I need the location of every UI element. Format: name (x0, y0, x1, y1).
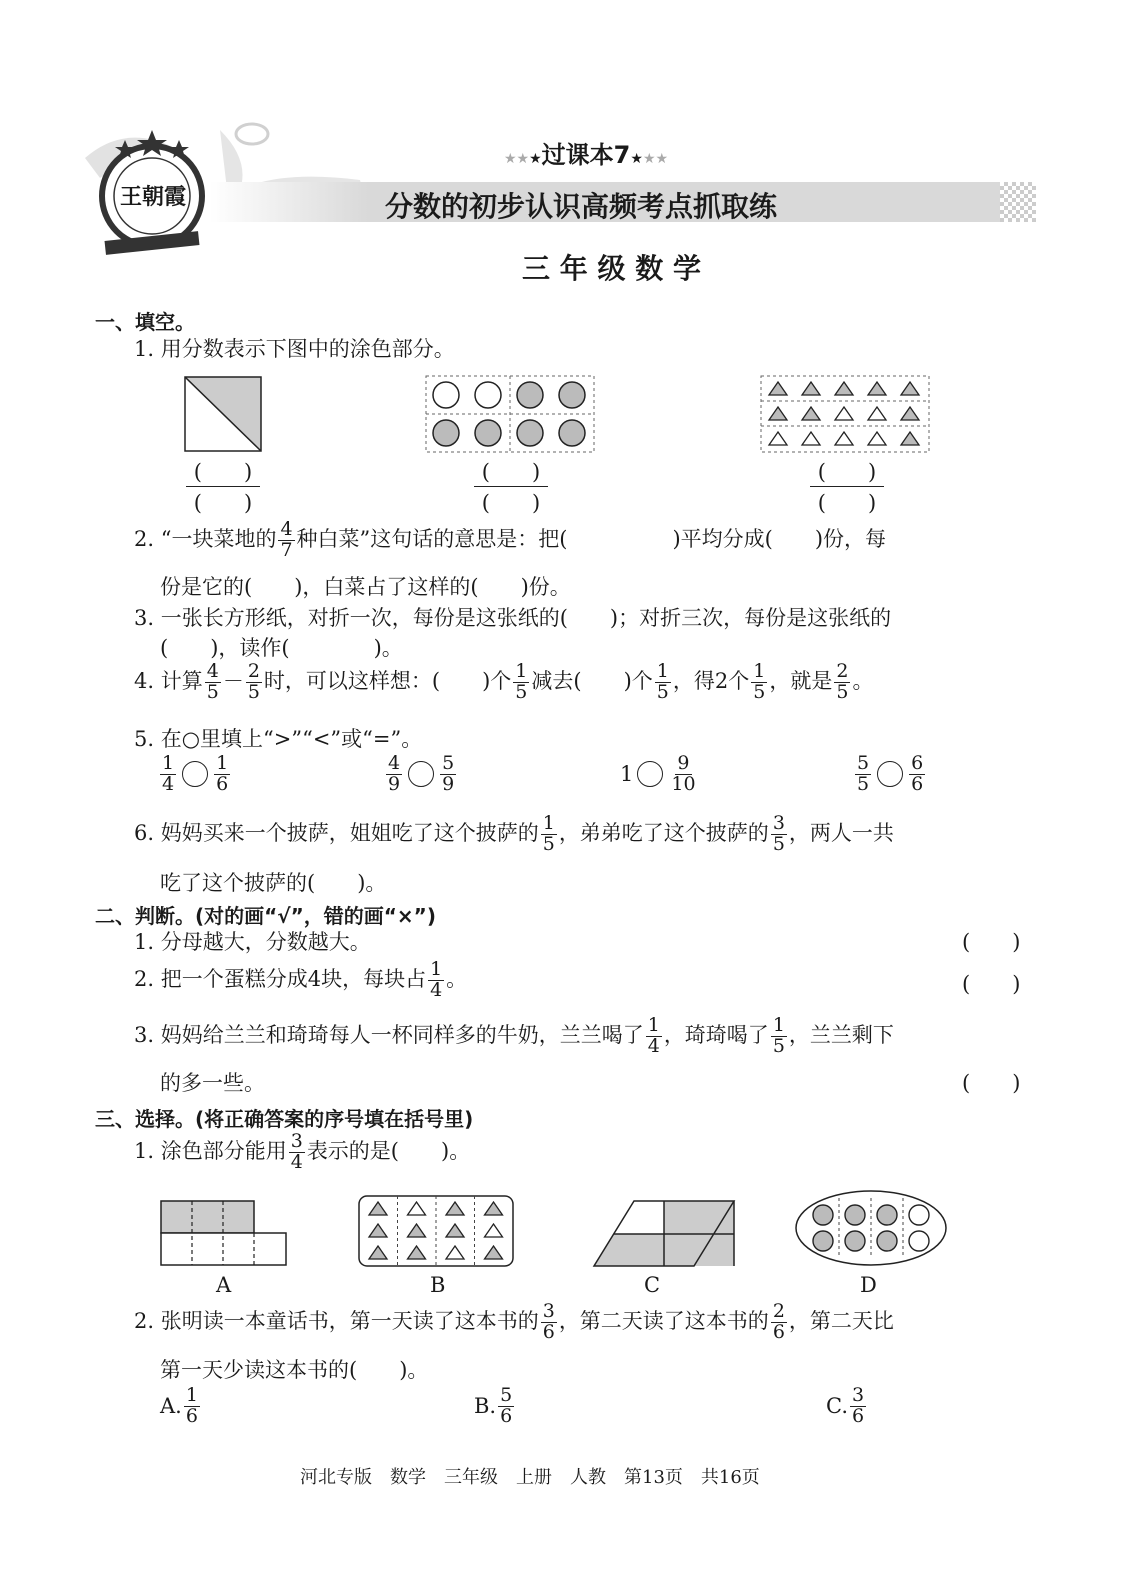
triangle-mark (802, 432, 820, 445)
choice-option-b[interactable]: B. $\frac{5}{6}$ (474, 1384, 513, 1427)
star-icon: ★ (529, 151, 542, 167)
triangle-mark (485, 1246, 503, 1259)
compare-circle (408, 761, 434, 787)
option-label-d: D (860, 1273, 877, 1297)
option-label-c: C (644, 1273, 661, 1297)
circle-mark (433, 420, 459, 446)
circle-mark (475, 382, 501, 408)
triangle-mark (446, 1224, 464, 1237)
triangle-mark (802, 382, 820, 395)
answer-blank[interactable]: ( ) ( ) (474, 456, 548, 517)
triangle-mark (769, 382, 787, 395)
choice-option-c[interactable]: C. $\frac{3}{6}$ (826, 1384, 865, 1427)
circle-mark (877, 1231, 897, 1251)
option-figure-c[interactable] (594, 1200, 734, 1268)
circle-mark (517, 420, 543, 446)
triangle-mark (485, 1224, 503, 1237)
question-1-3-cont: ( )，读作( )。 (160, 636, 403, 660)
section3-heading: 三、选择。(将正确答案的序号填在括号里) (95, 1107, 474, 1131)
section1-heading: 一、填空。 (95, 310, 195, 334)
triangle-mark (408, 1202, 426, 1215)
question-2-3-cont: 的多一些。 (160, 1071, 265, 1095)
figure-circles (425, 375, 595, 453)
fraction: $\frac{4}{7}$ (280, 518, 293, 561)
triangle-mark (868, 382, 886, 395)
triangle-mark (835, 382, 853, 395)
page-footer: 河北专版 数学 三年级 上册 人教 第13页 共16页 (300, 1467, 760, 1488)
logo (95, 128, 210, 258)
star-icon: ★★ (642, 151, 669, 167)
circle-mark (813, 1231, 833, 1251)
question-1-6-cont: 吃了这个披萨的( )。 (160, 871, 387, 895)
question-3-2: 2. 张明读一本童话书，第一天读了这本书的 $\frac{3}{6}$ ，第二天读了这本书的 $\frac{2}{6}$ ，第二天比 (134, 1300, 894, 1343)
triangle-mark (901, 407, 919, 420)
circle-mark (517, 382, 543, 408)
triangle-mark (369, 1246, 387, 1259)
question-2-3: 3. 妈妈给兰兰和琦琦每人一杯同样多的牛奶，兰兰喝了 $\frac{1}{4}$ ，琦琦喝了 $\frac{1}{5}$ ，兰兰剩下 (134, 1014, 894, 1057)
question-1-2-cont: 份是它的( )，白菜占了这样的( )份。 (160, 575, 571, 599)
triangle-mark (868, 432, 886, 445)
subject-title: 三 年 级 数 学 (522, 252, 701, 285)
triangle-mark (369, 1224, 387, 1237)
triangle-mark (446, 1202, 464, 1215)
circle-mark (559, 420, 585, 446)
triangle-mark (369, 1202, 387, 1215)
section2-heading: 二、判断。(对的画“√”，错的画“×”) (95, 904, 436, 928)
compare-circle (877, 761, 903, 787)
question-1-5: 5. 在○里填上“>”“<”或“=”。 (134, 727, 423, 751)
compare-item[interactable]: 1 $\frac{9}{10}$ (620, 752, 696, 795)
question-1-1: 1. 用分数表示下图中的涂色部分。 (134, 337, 455, 361)
question-2-1: 1. 分母越大，分数越大。 (134, 930, 371, 954)
circle-mark (475, 420, 501, 446)
circle-mark (433, 382, 459, 408)
circle-mark (909, 1205, 929, 1225)
triangle-mark (408, 1246, 426, 1259)
choice-option-a[interactable]: A. $\frac{1}{6}$ (160, 1384, 198, 1427)
question-3-2-cont: 第一天少读这本书的( )。 (160, 1358, 429, 1382)
answer-blank[interactable]: ( ) (962, 930, 1021, 954)
triangle-mark (769, 432, 787, 445)
compare-circle (182, 761, 208, 787)
compare-item[interactable]: $\frac{1}{4}$ $\frac{1}{6}$ (162, 752, 229, 795)
circle-mark (877, 1205, 897, 1225)
banner-title: 分数的初步认识高频考点抓取练 (385, 190, 778, 223)
question-1-2: 2. “一块菜地的 $\frac{4}{7}$ 种白菜”这句话的意思是：把( )平均分成( )份，每 (134, 518, 887, 561)
logo-text: 王朝霞 (119, 184, 186, 210)
triangle-mark (769, 407, 787, 420)
series-title: ★★★过课本7★★★ (504, 141, 669, 169)
option-figure-a[interactable] (160, 1200, 288, 1268)
option-figure-d[interactable] (795, 1190, 947, 1266)
triangle-mark (901, 432, 919, 445)
question-2-2: 2. 把一个蛋糕分成4块，每块占 $\frac{1}{4}$ 。 (134, 958, 468, 1001)
circle-mark (813, 1205, 833, 1225)
option-label-a: A (216, 1273, 232, 1297)
triangle-mark (802, 407, 820, 420)
figure-square-diagonal (184, 376, 262, 452)
circle-mark (909, 1231, 929, 1251)
answer-blank[interactable]: ( ) ( ) (810, 456, 884, 517)
circle-mark (845, 1205, 865, 1225)
question-1-4: 4. 计算 $\frac{4}{5}$ － $\frac{2}{5}$ 时，可以这样想：( )个 $\frac{1}{5}$ 减去( )个 $\frac{1}{5}$ ，得2个 $\frac{1}{5}$ ，就是 $\frac{2}{5}$ 。 (134, 660, 874, 703)
triangle-mark (446, 1246, 464, 1259)
circle-mark (559, 382, 585, 408)
triangle-mark (835, 407, 853, 420)
triangle-mark (868, 407, 886, 420)
option-label-b: B (430, 1273, 446, 1297)
answer-blank[interactable]: ( ) (962, 1071, 1021, 1095)
figure-triangles (760, 375, 930, 453)
option-figure-b[interactable] (358, 1195, 514, 1267)
compare-circle (637, 761, 663, 787)
question-1-3: 3. 一张长方形纸，对折一次，每份是这张纸的( )；对折三次，每份是这张纸的 (134, 606, 892, 630)
star-icon: ★ (630, 151, 643, 167)
banner-checker (1000, 182, 1036, 222)
question-1-6: 6. 妈妈买来一个披萨，姐姐吃了这个披萨的 $\frac{1}{5}$ ，弟弟吃了这个披萨的 $\frac{3}{5}$ ，两人一共 (134, 812, 894, 855)
compare-item[interactable]: $\frac{5}{5}$ $\frac{6}{6}$ (857, 752, 924, 795)
triangle-mark (835, 432, 853, 445)
triangle-mark (485, 1202, 503, 1215)
compare-item[interactable]: $\frac{4}{9}$ $\frac{5}{9}$ (388, 752, 455, 795)
circle-mark (845, 1231, 865, 1251)
triangle-mark (408, 1224, 426, 1237)
answer-blank[interactable]: ( ) ( ) (186, 456, 260, 517)
question-3-1: 1. 涂色部分能用 $\frac{3}{4}$ 表示的是( )。 (134, 1130, 471, 1173)
star-icon: ★★ (504, 151, 530, 167)
triangle-mark (901, 382, 919, 395)
answer-blank[interactable]: ( ) (962, 972, 1021, 996)
